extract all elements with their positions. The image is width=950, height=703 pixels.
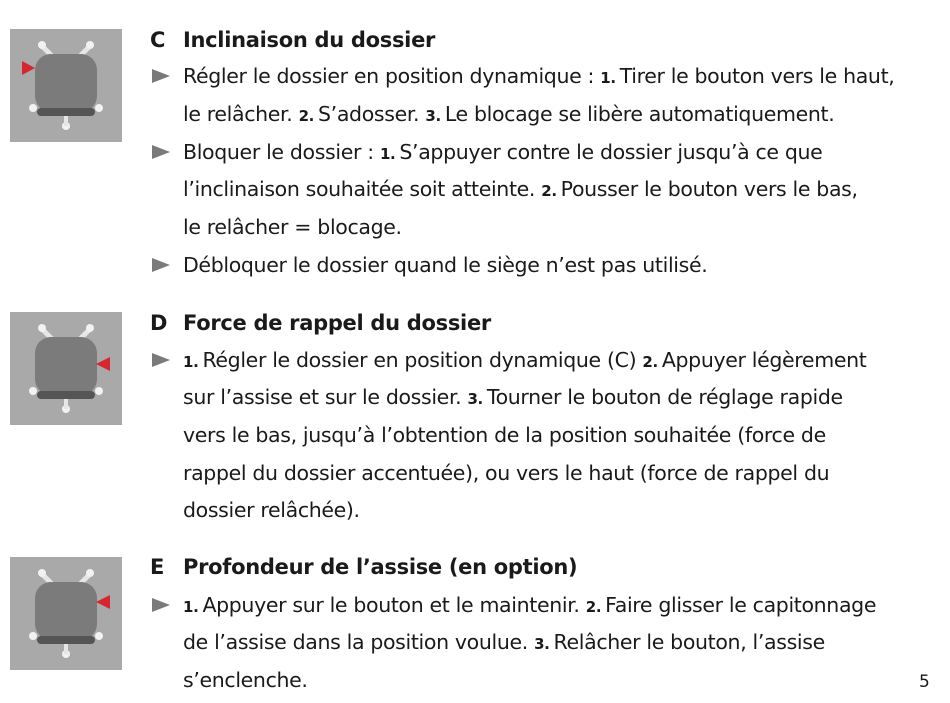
section-title: Force de rappel du dossier <box>183 311 491 335</box>
text-line: de l’assise dans la position voulue. 3. Relâcher le bouton, l’assise <box>183 630 825 654</box>
section-letter: D <box>150 311 168 335</box>
text-line: vers le bas, jusqu’à l’obtention de la position souhaitée (force de <box>183 423 826 447</box>
text-line: 1. Appuyer sur le bouton et le maintenir. 2. Faire glisser le capitonnage <box>183 593 877 617</box>
text-line: l’inclinaison souhaitée soit atteinte. 2. Pousser le bouton vers le bas, <box>183 177 858 201</box>
chair-top-view-icon <box>10 29 122 142</box>
section-title: Inclinaison du dossier <box>183 28 436 52</box>
text-line: s’enclenche. <box>183 668 308 692</box>
heading-e <box>150 553 577 581</box>
text-line: 1. Régler le dossier en position dynamique (C) 2. Appuyer légèrement <box>183 348 867 372</box>
bullet-arrow-icon <box>150 346 176 374</box>
heading-d <box>150 309 491 337</box>
section-letter: E <box>150 555 165 579</box>
chair-diagram-c <box>10 29 122 142</box>
heading-c <box>150 26 435 54</box>
text-line: le relâcher. 2. S’adosser. 3. Le blocage se libère automatiquement. <box>183 102 835 126</box>
text-line: Bloquer le dossier : 1. S’appuyer contre le dossier jusqu’à ce que <box>183 140 823 164</box>
chair-diagram-d <box>10 312 122 425</box>
text-line: Débloquer le dossier quand le siège n’est pas utilisé. <box>183 253 708 277</box>
bullet-arrow-icon <box>150 62 176 90</box>
chair-top-view-icon <box>10 312 122 425</box>
page-number: 5 <box>919 672 930 692</box>
bullet-arrow-icon <box>150 591 176 619</box>
section-letter: C <box>150 28 166 52</box>
section-title: Profondeur de l’assise (en option) <box>183 555 578 579</box>
chair-top-view-icon <box>10 557 122 670</box>
text-line: Régler le dossier en position dynamique : 1. Tirer le bouton vers le haut, <box>183 64 895 88</box>
chair-diagram-e <box>10 557 122 670</box>
text-line: le relâcher = blocage. <box>183 215 402 239</box>
bullet-arrow-icon <box>150 138 176 166</box>
text-line: dossier relâchée). <box>183 498 360 522</box>
text-line: sur l’assise et sur le dossier. 3. Tourner le bouton de réglage rapide <box>183 385 843 409</box>
text-line: rappel du dossier accentuée), ou vers le haut (force de rappel du <box>183 461 830 485</box>
bullet-arrow-icon <box>150 251 176 279</box>
